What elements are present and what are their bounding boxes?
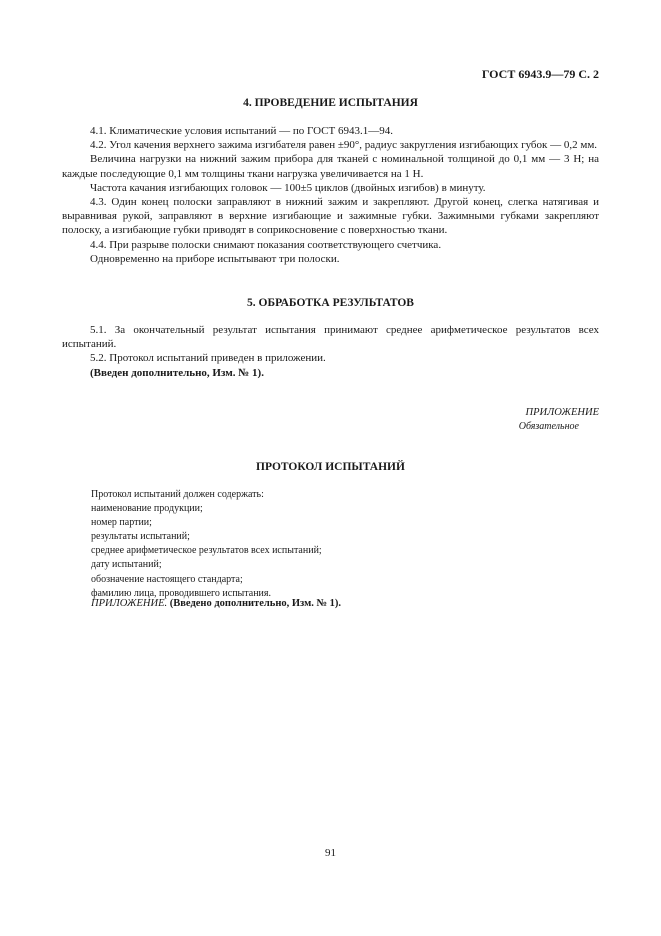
section-5-body (62, 323, 599, 380)
list-item: результаты испытаний; (91, 531, 190, 543)
list-item: среднее арифметическое результатов всех испытаний; (91, 545, 322, 557)
section-5-title: 5. ОБРАБОТКА РЕЗУЛЬТАТОВ (247, 297, 414, 309)
paragraph-4-3: 4.3. Один конец полоски заправляют в нижний зажим и закрепляют. Другой конец, слегка натягивая и выравнивая рукой, заправляют в верхние изгибающие и зажимные губки. Зажимными губками закрепляют полоску, а изгибающие губки приводят в соприкосновение с поверхностью ткани. (62, 196, 599, 237)
list-item: фамилию лица, проводившего испытания. (91, 587, 272, 599)
section-4-body (62, 124, 599, 266)
list-item: номер партии; (91, 517, 152, 529)
document-reference: ГОСТ 6943.9—79 С. 2 (481, 67, 599, 81)
amendment-note: (Введен дополнительно, Изм. № 1). (90, 366, 264, 379)
appendix-note-label: ПРИЛОЖЕНИЕ. (91, 598, 168, 609)
appendix-label-block (519, 406, 599, 434)
appendix-label: ПРИЛОЖЕНИЕ (525, 407, 599, 418)
list-item: обозначение настоящего стандарта; (91, 573, 243, 585)
appendix-note-text: (Введено дополнительно, Изм. № 1). (169, 598, 342, 609)
protocol-title: ПРОТОКОЛ ИСПЫТАНИЙ (256, 461, 405, 473)
paragraph-simultaneous: Одновременно на приборе испытывают три полоски. (90, 252, 340, 265)
section-4-title: 4. ПРОВЕДЕНИЕ ИСПЫТАНИЯ (243, 97, 418, 109)
paragraph-4-2: 4.2. Угол качения верхнего зажима изгибателя равен ±90°, радиус закругления изгибающих губок — 0,2 мм. (90, 139, 598, 152)
list-item: дату испытаний; (91, 559, 162, 571)
appendix-status: Обязательное (518, 421, 579, 432)
paragraph-4-1: 4.1. Климатические условия испытаний — по ГОСТ 6943.1—94. (90, 125, 393, 137)
paragraph-4-4: 4.4. При разрыве полоски снимают показания соответствующего счетчика. (90, 238, 442, 251)
list-item: наименование продукции; (91, 503, 203, 515)
paragraph-5-1: 5.1. За окончательный результат испытания принимают среднее арифметическое результатов всех испытаний. (62, 324, 599, 351)
paragraph-load: Величина нагрузки на нижний зажим прибора для тканей с номинальной толщиной до 0,1 мм — 3 Н; на каждые последующие 0,1 мм толщины ткани нагрузка увеличивается на 1 Н. (62, 153, 599, 180)
appendix-amendment-note (91, 598, 341, 609)
protocol-items (91, 488, 561, 601)
paragraph-5-2: 5.2. Протокол испытаний приведен в приложении. (90, 352, 326, 365)
paragraph-frequency: Частота качания изгибающих головок — 100±5 циклов (двойных изгибов) в минуту. (90, 181, 486, 194)
list-item: Протокол испытаний должен содержать: (91, 489, 264, 500)
page-number: 91 (325, 847, 336, 859)
